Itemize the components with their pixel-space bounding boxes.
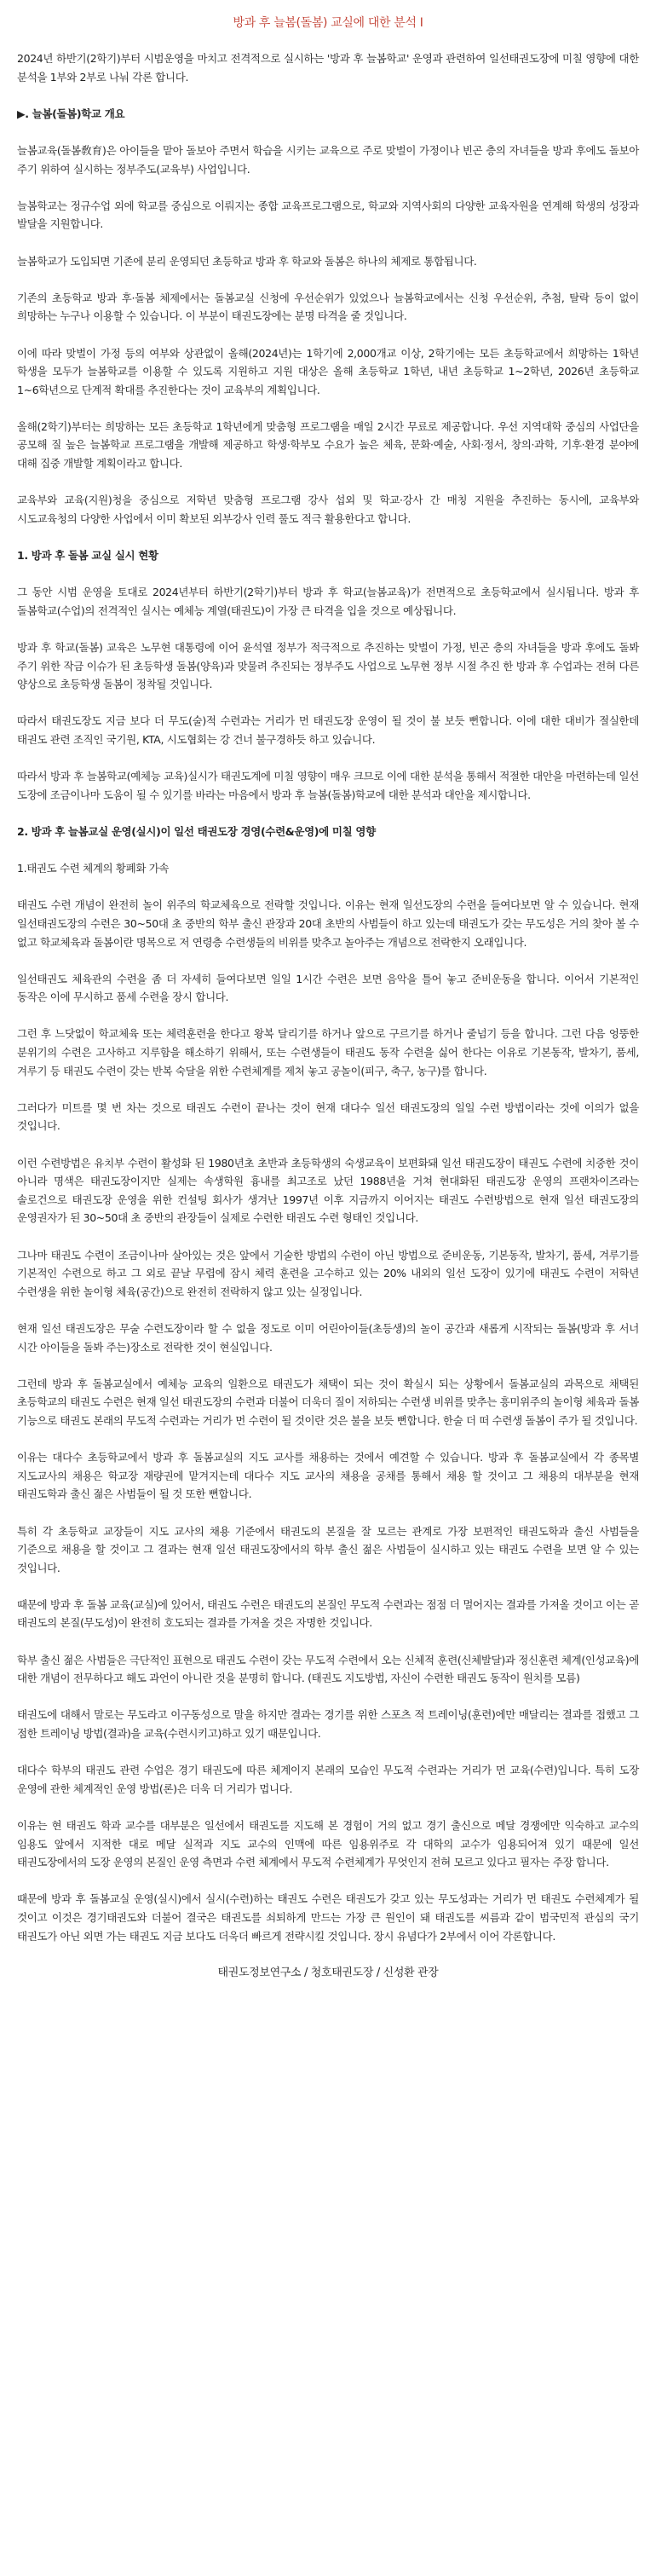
article-title: 방과 후 늘봄(돌봄) 교실에 대한 분석 Ⅰ [233,16,423,30]
paragraph: 교육부와 교육(지원)청을 중심으로 저학년 맞춤형 프로그램 강사 섭외 및 학교·강사 간 매칭 지원을 추진하는 동시에, 교육부와 시도교육청의 다양한 사업에서 이미 확보된 외부강사 인력 풀도 적극 활용한다고 합니다. [17,494,639,525]
article-footer: 태권도정보연구소 / 청호태권도장 / 신성환 관장 [217,1966,439,1979]
paragraph: 일선태권도 체육관의 수련을 좀 더 자세히 들여다보면 일일 1시간 수련은 보면 음악을 틀어 놓고 준비운동을 합니다. 이어서 기본적인 동작은 이에 무시하고 품세 수련을 장시 합니다. [17,972,639,1004]
paragraph: 현재 일선 태권도장은 무술 수련도장이라 할 수 없을 정도로 이미 어린아이들(초등생)의 놀이 공간과 새롭게 시작되는 돌봄(방과 후 서너 시간 아이들을 돌봐 주는)장소로 전락한 것이 현실입니다. [17,1321,639,1354]
paragraph: 2024년 하반기(2학기)부터 시범운영을 마치고 전격적으로 실시하는 '방과 후 늘봄학교' 운영과 관련하여 일선태권도장에 미칠 영향에 대한 분석을 1부와 2부로 나눠 각론 합니다. [17,52,639,84]
paragraph: 따라서 태권도장도 지금 보다 더 무도(술)적 수련과는 거리가 먼 태권도장 운영이 될 것이 불 보듯 뻔합니다. 이에 대한 대비가 절실한데 태권도 관련 조직인 국기원, KTA, 시도협회는 강 건너 불구경하듯 하고 있습니다. [17,714,639,746]
paragraph: 때문에 방과 후 돌봄교실 운영(실시)에서 실시(수련)하는 태권도 수련은 태권도가 갖고 있는 무도성과는 거리가 먼 태권도 수련체계가 될 것이고 이것은 경기태권도와 더불어 결국은 태권도를 쇠퇴하게 만드는 가장 큰 원인이 돼 태권도를 씨름과 같이 범국민적 관심의 국기 태권도가 아닌 외면 가는 태권도 지금 보다도 더욱더 빠르게 전략시킬 것입니다. 장시 유념다가 2부에서 이어 각론합니다. [17,1892,639,1943]
paragraph: 늘봄학교는 정규수업 외에 학교를 중심으로 이뤄지는 종합 교육프로그램으로, 학교와 지역사회의 다양한 교육자원을 연계해 학생의 성장과 발달을 지원합니다. [17,199,639,231]
article-body [17,49,639,1945]
paragraph: 태권도에 대해서 말로는 무도라고 이구동성으로 말을 하지만 결과는 경기를 위한 스포츠 적 트레이닝(훈련)에만 매달리는 결과를 접했고 그 점한 트레이닝 방법(결과)을 교육(수련시키고)하고 있기 때문입니다. [17,1708,639,1741]
paragraph: 그런데 방과 후 돌봄교실에서 예체능 교육의 일환으로 태권도가 채택이 되는 것이 확실시 되는 상황에서 돌봄교실의 과목으로 채택된 초등학교의 태권도 수련은 현재 일선 태권도장의 수련과 더불어 더욱더 질이 저하되는 수련생 비위를 맞추는 흥미위주의 놀이형 체육과 돌봄 기능으로 태권도 본래의 무도적 수련과는 거리가 먼 수련이 될 것이란 것은 불을 보듯 뻔합니다. 한술 더 떠 수련생 돌봄이 주가 될 것입니다. [17,1377,639,1427]
paragraph: 그런 후 느닷없이 학교체육 또는 체력훈련을 한다고 왕복 달리기를 하거나 앞으로 구르기를 하거나 줄넘기 등을 합니다. 그런 다음 엉뚱한 분위기의 수련은 고사하고 지루함을 해소하기 위해서, 또는 수련생들이 태권도 동작 수련을 싫어 한다는 이유로 기본동작, 발차기, 품세, 겨루기 등 태권도 수련이 갖는 반복 숙달을 위한 수련체계를 제처 놓고 공놀이(피구, 축구, 농구)를 합니다. [17,1027,639,1077]
paragraph: 이에 따라 맞벌이 가정 등의 여부와 상관없이 올해(2024년)는 1학기에 2,000개교 이상, 2학기에는 모든 초등학교에서 희망하는 1학년 학생을 모두가 늘봄학교를 이용할 수 있도록 지원하고 지원 대상은 올해 초등학교 1학년, 내년 초등학교 1~2학년, 2026년 초등학교 1~6학년으로 단계적 확대를 추진한다는 것이 교육부의 계획입니다. [17,346,639,396]
paragraph: 그러다가 미트를 몇 번 차는 것으로 태권도 수련이 끝나는 것이 현재 대다수 일선 태권도장의 일일 수련 방법이라는 것에 이의가 없을 것입니다. [17,1100,639,1133]
paragraph: 늘봄교육(돌봄敎育)은 아이들을 맡아 돌보아 주면서 학습을 시키는 교육으로 주로 맞벌이 가정이나 빈곤 층의 자녀들을 방과 후에도 돌보아 주기 위하여 실시하는 정부주도(교육부) 사업입니다. [17,143,639,176]
section-heading: ▶. 늘봄(돌봄)학교 개요 [17,107,125,120]
paragraph: 그나마 태권도 수련이 조금이나마 살아있는 것은 앞에서 기술한 방법의 수련이 아닌 방법으로 준비운동, 기본동작, 발차기, 품세, 겨루기를 기본적인 수련으로 하고 그 외로 끝날 무렵에 잠시 체력 훈련을 고수하고 있는 20% 내외의 일선 도장이 있기에 태권도 수련이 저학년 수련생을 위한 놀이형 체육(공간)으로 완전히 전락하지 않고 있는 실정입니다. [17,1248,639,1298]
paragraph: 늘봄학교가 도입되면 기존에 분리 운영되던 초등학교 방과 후 학교와 돌봄은 하나의 체제로 통합됩니다. [17,254,477,268]
section-heading: 2. 방과 후 늘봄교실 운영(실시)이 일선 태권도장 경영(수련&운영)에 미칠 영향 [17,824,376,838]
paragraph: 1.태권도 수련 체계의 황폐화 가속 [17,862,170,875]
paragraph: 이런 수련방법은 유치부 수련이 활성화 된 1980년초 초반과 초등학생의 숙생교육이 보편화돼 일선 태권도장이 태권도 수련에 치중한 것이 아니라 명색은 태권도장이지만 실제는 속생학원 흉내를 최고조로 났던 1988년을 거쳐 현대화된 태권도장 운영의 프랜차이즈라는 솔로건으로 태권도장 운영을 위한 컨설팅 회사가 생겨난 1997년 이후 지금까지 이어지는 태권도 수련방법으로 현재 일선 태권도장의 운영권자가 된 30~50대 초 중반의 관장들이 실제로 수련한 태권도 수련 형태인 것입니다. [17,1156,639,1225]
paragraph: 그 동안 시범 운영을 토대로 2024년부터 하반기(2학기)부터 방과 후 학교(늘봄교육)가 전면적으로 초등학교에서 실시됩니다. 방과 후 돌봄학교(수업)의 전격적인 실시는 예체능 계열(태권도)이 가장 큰 타격을 입을 것으로 예상됩니다. [17,586,639,617]
section-heading: 1. 방과 후 돌봄 교실 실시 현황 [17,549,158,563]
paragraph: 이유는 현 태권도 학과 교수를 대부분은 일선에서 태권도를 지도해 본 경험이 거의 없고 경기 출신으로 메달 경쟁에만 익숙하고 교수의 임용도 앞에서 지적한 대로 메달 실적과 지도 교수의 인맥에 따른 임용위주로 각 대학의 교수가 임용되어져 있기 때문에 일선 태권도장에서의 도장 운영의 본질인 운영 측면과 수련 체계에서 무도적 수련체계가 무엇인지 전혀 모르고 있다고 필자는 주장 합니다. [17,1819,639,1869]
paragraph: 이유는 대다수 초등학교에서 방과 후 돌봄교실의 지도 교사를 채용하는 것에서 예견할 수 있습니다. 방과 후 돌봄교실에서 각 종목별 지도교사의 채용은 학교장 재량권에 맡겨지는데 대다수 지도 교사의 채용을 공채를 통해서 채용 할 것이고 그 채용의 대부분을 현재 태권도학과 출신 젊은 사범들이 될 것 또한 뻔합니다. [17,1451,639,1501]
paragraph: 올해(2학기)부터는 희망하는 모든 초등학교 1학년에게 맞춤형 프로그램을 매일 2시간 무료로 제공합니다. 우선 지역대학 중심의 사업단을 공모해 질 높은 늘봄학교 프로그램을 개발해 제공하고 학생·학부모 수요가 높은 체육, 문화·예술, 사회·정서, 창의·과학, 기후·환경 분야에 대해 집중 개발할 계획이라고 합니다. [17,419,639,471]
paragraph: 특히 각 초등학교 교장들이 지도 교사의 채용 기준에서 태권도의 본질을 잘 모르는 관계로 가장 보편적인 태권도학과 출신 사범들을 기준으로 채용을 할 것이고 그 결과는 현재 일선 태권도장에서의 학부 출신 젊은 사범들이 실시하고 있는 태권도 수련을 보면 알 수 있는 것입니다. [17,1524,639,1574]
paragraph: 기존의 초등학교 방과 후·돌봄 체제에서는 돌봄교실 신청에 우선순위가 있었으나 늘봄학교에서는 신청 우선순위, 추첨, 탈락 등이 없이 희망하는 누구나 이용할 수 있습니다. 이 부분이 태권도장에는 분명 타격을 줄 것입니다. [17,291,639,323]
paragraph: 방과 후 학교(돌봄) 교육은 노무현 대통령에 이어 윤석열 정부가 적극적으로 추진하는 맞벌이 가정, 빈곤 층의 자녀들을 방과 후에도 돌봐 주기 위한 작금 이슈가 된 초등학생 돌봄(양육)과 맞물려 추진되는 정부주도 사업으로 노무현 정부 시절 추진 한 방과 후 수업과는 전혀 다른 양상으로 초등학생 돌봄이 정착될 것입니다. [17,641,639,691]
paragraph: 때문에 방과 후 돌봄 교육(교실)에 있어서, 태권도 수련은 태권도의 본질인 무도적 수련과는 점점 더 멀어지는 결과를 가져올 것이고 이는 곧 태권도의 본질(무도성)이 완전히 호도되는 결과를 가져올 것은 자명한 것입니다. [17,1597,639,1630]
paragraph: 학부 출신 젊은 사범들은 극단적인 표현으로 태권도 수련이 갖는 무도적 수련에서 오는 신체적 훈련(신체발달)과 정신훈련 체계(인성교육)에 대한 개념이 전무하다고 해도 과언이 아니란 것을 분명히 합니다. (태권도 지도방법, 자신이 수련한 태권도 동작이 원치를 모름) [17,1653,639,1685]
paragraph: 따라서 방과 후 늘봄학교(예체능 교육)실시가 태권도계에 미칠 영향이 매우 크므로 이에 대한 분석을 통해서 적절한 대안을 마련하는데 일선 도장에 조금이나마 도움이 될 수 있기를 바라는 마음에서 방과 후 늘봄(돌봄)학교에 대한 분석과 대안을 제시합니다. [17,770,639,801]
paragraph: 대다수 학부의 태권도 관련 수업은 경기 태권도에 따른 체계이지 본래의 모습인 무도적 수련과는 거리가 먼 교육(수련)입니다. 특히 도장 운영에 관한 체계적인 운영 방법(론)은 더욱 더 거리가 멉니다. [17,1764,639,1795]
paragraph: 태권도 수련 개념이 완전히 놀이 위주의 학교체육으로 전락할 것입니다. 이유는 현재 일선도장의 수련을 들여다보면 알 수 있습니다. 현재 일선태권도장의 수련은 30~50대 초 중반의 학부 출신 관장과 20대 초반의 사범들이 하고 있는데 태권도가 갖는 무도성은 거의 찾아 볼 수 없고 학교체육과 돌봄이란 명목으로 저 연령층 수련생들의 비위를 맞추고 놀아주는 개념으로 전락한지 오래입니다. [17,898,639,949]
